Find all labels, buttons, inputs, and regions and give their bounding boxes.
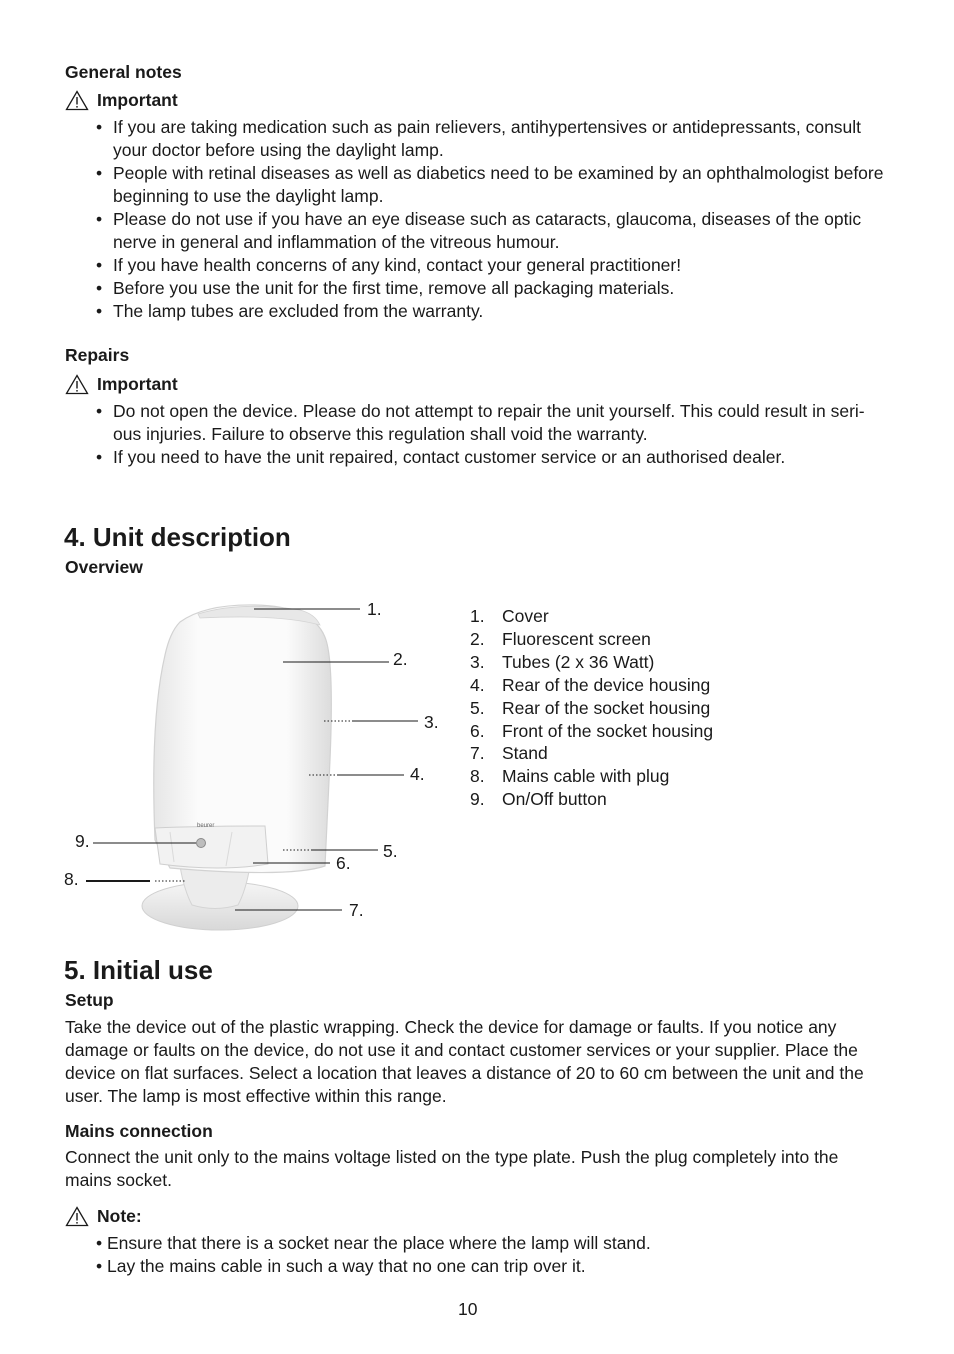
warning-triangle-icon — [65, 90, 89, 111]
parts-list-item: 7. Stand — [470, 743, 548, 764]
parts-list-item: 4. Rear of the device housing — [470, 674, 711, 695]
unit-description-heading: 4. Unit description — [64, 522, 291, 552]
repairs-important-label — [65, 373, 178, 395]
overview-heading: Overview — [65, 557, 143, 577]
setup-heading: Setup — [65, 990, 114, 1010]
callout-9: 9. — [75, 831, 90, 851]
list-item: • Ensure that there is a socket near the place where the lamp will stand. — [96, 1233, 651, 1253]
lamp-brand-text: beurer — [197, 823, 215, 829]
general-notes-list — [96, 116, 896, 323]
note-label — [65, 1205, 142, 1227]
callout-8: 8. — [64, 869, 79, 889]
warning-triangle-icon — [65, 1206, 89, 1227]
mains-paragraph: Connect the unit only to the mains voltage listed on the type plate. Push the plug completely into the mains socket. — [65, 1147, 839, 1190]
callout-4: 4. — [410, 764, 425, 784]
callout-3: 3. — [424, 712, 439, 732]
lamp-illustration — [60, 595, 450, 935]
callout-6: 6. — [336, 853, 351, 873]
important-text: Important — [97, 90, 178, 110]
callout-2: 2. — [393, 649, 408, 669]
general-notes-heading: General notes — [65, 62, 182, 82]
page-number: 10 — [458, 1299, 478, 1319]
list-item: • If you need to have the unit repaired, contact customer service or an authorised dealer. — [96, 446, 878, 469]
parts-list-item: 5. Rear of the socket housing — [470, 697, 711, 718]
note-list — [96, 1232, 651, 1278]
parts-list-item: 6. Front of the socket housing — [470, 720, 714, 741]
repairs-list — [96, 400, 878, 469]
parts-list-item: 9. On/Off button — [470, 789, 607, 810]
list-item: • People with retinal diseases as well as diabetics need to be examined by an ophthalmologist before beginning to use the daylight lamp. — [96, 162, 896, 208]
warning-triangle-icon — [65, 374, 89, 395]
important-text: Important — [97, 374, 178, 394]
general-important-label — [65, 89, 178, 111]
mains-connection-heading: Mains connection — [65, 1121, 213, 1141]
initial-use-heading: 5. Initial use — [64, 955, 213, 985]
parts-list-item: 8. Mains cable with plug — [470, 766, 670, 787]
callout-1: 1. — [367, 599, 382, 619]
parts-list — [470, 605, 713, 811]
list-item: • Before you use the unit for the first time, remove all packaging materials. — [96, 277, 896, 300]
parts-list-item: 3. Tubes (2 x 36 Watt) — [470, 651, 655, 672]
parts-list-item: 1. Cover — [470, 606, 549, 626]
repairs-heading: Repairs — [65, 345, 130, 365]
parts-list-item: 2. Fluorescent screen — [470, 628, 651, 649]
list-item: • If you have health concerns of any kind, contact your general practitioner! — [96, 254, 896, 277]
lamp-power-button — [197, 839, 206, 848]
list-item: • Do not open the device. Please do not attempt to repair the unit yourself. This could result in seri-ous injuries. Failure to observe this regulation shall void the warranty. — [96, 400, 878, 446]
note-text: Note: — [97, 1206, 142, 1226]
list-item: • The lamp tubes are excluded from the warranty. — [96, 300, 896, 323]
list-item: • Please do not use if you have an eye disease such as cataracts, glaucoma, diseases of the optic nerve in general and inflammation of the vitreous humour. — [96, 208, 896, 254]
list-item: • Lay the mains cable in such a way that no one can trip over it. — [96, 1256, 586, 1276]
list-item: • If you are taking medication such as pain relievers, antihypertensives or antidepressants, consult your doctor before using the daylight lamp. — [96, 116, 896, 162]
callout-7: 7. — [349, 900, 364, 920]
setup-paragraph: Take the device out of the plastic wrapping. Check the device for damage or faults. If you notice any damage or faults on the device, do not use it and contact customer services or your supplier. Place the device on flat surfaces. Select a location that leaves a distance of 20 to 60 cm between the unit and the user. The lamp is most effective within this range. — [65, 1017, 864, 1106]
callout-5: 5. — [383, 841, 398, 861]
